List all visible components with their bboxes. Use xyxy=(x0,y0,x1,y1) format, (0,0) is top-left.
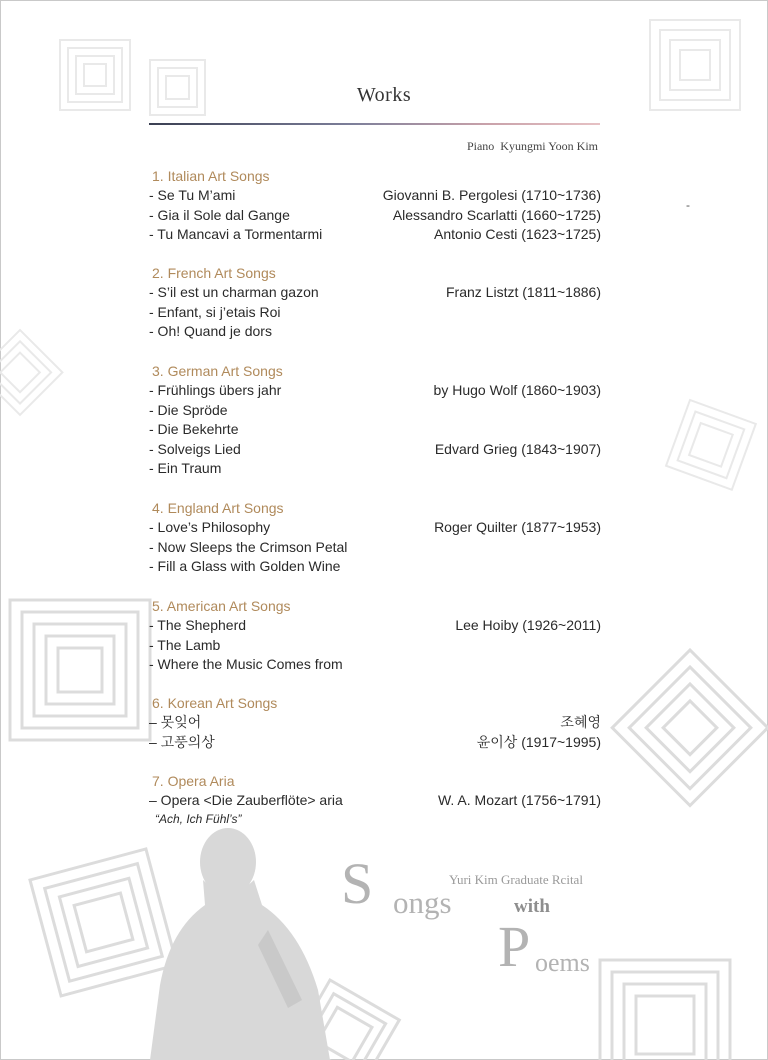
song-title: – 고풍의상 xyxy=(149,733,215,750)
list-item xyxy=(149,225,601,245)
list-item xyxy=(149,518,601,538)
song-title: - Die Spröde xyxy=(149,401,228,418)
list-item xyxy=(149,420,601,440)
recital-caption: Yuri Kim Graduate Rcital xyxy=(449,872,583,887)
composer: 조혜영 xyxy=(560,714,601,730)
section-title: 7. Opera Aria xyxy=(152,773,235,789)
songs-initial: S xyxy=(341,851,374,916)
song-title: - Solveigs Lied xyxy=(149,440,241,457)
composer: by Hugo Wolf (1860~1903) xyxy=(433,382,601,398)
poems-initial: P xyxy=(498,914,531,979)
section-french-art-songs xyxy=(149,264,601,342)
list-item xyxy=(149,733,601,753)
song-title: - The Lamb xyxy=(149,636,221,653)
section-italian-art-songs xyxy=(149,167,601,245)
section-title: 5. American Art Songs xyxy=(152,598,291,614)
song-title: - Ein Traum xyxy=(149,460,222,477)
list-item xyxy=(149,322,601,342)
section-german-art-songs xyxy=(149,362,601,479)
list-item xyxy=(149,636,601,656)
composer: Roger Quilter (1877~1953) xyxy=(434,519,601,535)
composer: Lee Hoiby (1926~2011) xyxy=(455,617,601,633)
list-item xyxy=(149,283,601,303)
composer: W. A. Mozart (1756~1791) xyxy=(437,792,601,808)
composer: Edvard Grieg (1843~1907) xyxy=(434,440,601,457)
list-item xyxy=(149,616,601,636)
song-title: - Fill a Glass with Golden Wine xyxy=(149,558,341,575)
song-title: - Where the Music Comes from xyxy=(149,656,343,673)
song-title: - Tu Mancavi a Tormentarmi xyxy=(149,226,323,243)
song-title: - Oh! Quand je dors xyxy=(149,323,272,340)
song-title: - Se Tu M’ami xyxy=(149,187,236,203)
with-word: with xyxy=(514,896,550,917)
section-title: 1. Italian Art Songs xyxy=(152,168,270,184)
song-title: - Love’s Philosophy xyxy=(149,519,271,535)
list-item xyxy=(149,655,601,675)
square-pattern-left-diamond xyxy=(0,330,62,415)
section-american-art-songs xyxy=(149,597,601,675)
list-item xyxy=(149,713,601,733)
composer: Alessandro Scarlatti (1660~1725) xyxy=(392,206,601,223)
square-pattern-right-middle xyxy=(666,400,756,490)
song-title: - Die Bekehrte xyxy=(149,421,239,438)
section-england-art-songs xyxy=(149,499,601,577)
list-item xyxy=(149,557,601,577)
square-pattern-bottom-left-2 xyxy=(30,849,177,996)
song-title: – Opera <Die Zauberflöte> aria xyxy=(149,792,343,808)
list-item xyxy=(149,791,601,811)
song-title: - S’il est un charman gazon xyxy=(149,284,319,300)
song-title: - Now Sleeps the Crimson Petal xyxy=(149,538,348,555)
composer: 윤이상 (1917~1995) xyxy=(476,733,601,750)
song-title: - Enfant, si j’etais Roi xyxy=(149,303,281,320)
list-item xyxy=(149,401,601,421)
side-mark: - xyxy=(686,198,690,212)
square-pattern-bottom-left xyxy=(10,600,150,740)
songs-word: ongs xyxy=(393,885,452,920)
poems-word: oems xyxy=(535,948,590,977)
title-divider xyxy=(149,123,600,125)
list-item xyxy=(149,538,601,558)
singer-photo xyxy=(150,828,330,1060)
composer: Giovanni B. Pergolesi (1710~1736) xyxy=(382,187,601,203)
composer: Antonio Cesti (1623~1725) xyxy=(434,226,601,243)
section-title: 3. German Art Songs xyxy=(152,363,283,379)
section-title: 4. England Art Songs xyxy=(152,500,284,516)
composer: Franz Listzt (1811~1886) xyxy=(446,284,601,300)
square-pattern-bottom-right xyxy=(612,650,768,806)
list-item xyxy=(149,440,601,460)
list-item xyxy=(149,381,601,401)
section-opera-aria xyxy=(149,772,601,827)
song-title: - Frühlings übers jahr xyxy=(149,382,282,398)
aria-subtitle: “Ach, Ich Fühl’s” xyxy=(155,811,242,826)
list-item xyxy=(149,206,601,226)
section-korean-art-songs xyxy=(149,694,601,752)
song-title: - Gia il Sole dal Gange xyxy=(149,206,290,223)
page-title: Works xyxy=(356,84,412,106)
section-title: 6. Korean Art Songs xyxy=(152,695,278,711)
list-item xyxy=(149,186,601,206)
song-title: - The Shepherd xyxy=(149,617,247,633)
pianist-credit: Piano Kyungmi Yoon Kim xyxy=(466,139,598,153)
list-item xyxy=(149,303,601,323)
song-title: – 못잊어 xyxy=(149,714,202,730)
list-item xyxy=(149,459,601,479)
square-pattern-bottom-right-2 xyxy=(600,960,730,1060)
section-title: 2. French Art Songs xyxy=(152,265,276,281)
